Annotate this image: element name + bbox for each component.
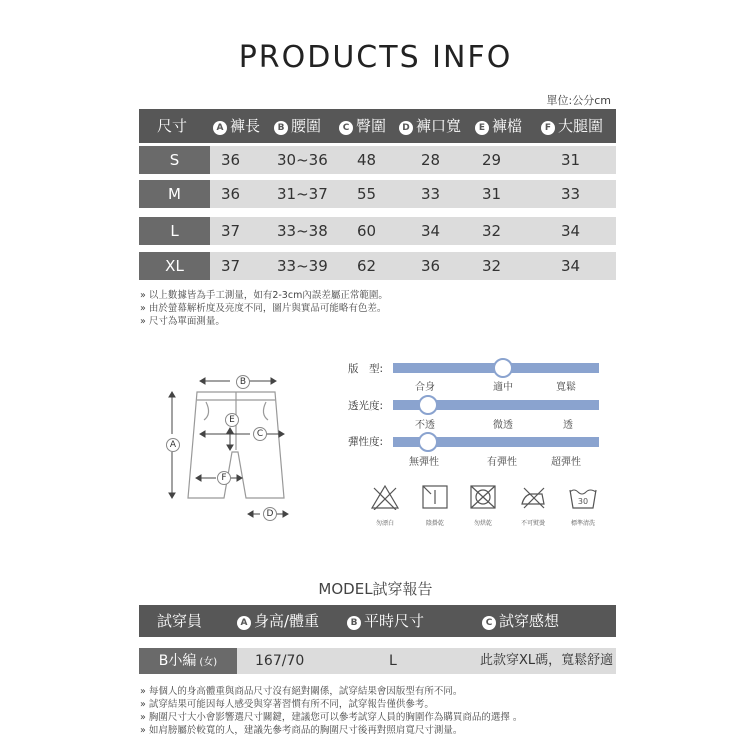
model-name: B小編: [158, 653, 197, 669]
value-cell: 36: [221, 185, 241, 203]
value-cell: 32: [482, 222, 502, 240]
col-a-label: 褲長: [230, 117, 261, 135]
model-row: [139, 648, 616, 674]
model-body-cell: 167/70: [255, 653, 305, 669]
badge-c: C: [482, 616, 496, 630]
value-cell: 60: [357, 222, 377, 240]
size-cell: S: [139, 146, 210, 174]
badge-a: A: [213, 121, 227, 135]
transparency-tick: 不透: [415, 420, 435, 431]
care-label: 勿漂白: [375, 520, 394, 527]
badge-e: E: [475, 121, 489, 135]
no-iron-icon: [518, 484, 548, 510]
diagram-label-c: C: [253, 427, 267, 441]
care-label: 陰掛乾: [425, 520, 444, 527]
feedback-header-label: 試穿感想: [499, 612, 560, 630]
value-cell: 33~38: [277, 222, 328, 240]
value-cell: 33: [561, 185, 581, 203]
table-row: [139, 180, 616, 208]
transparency-scale-label: 透光度:: [348, 400, 384, 412]
fit-scale-label: 版 型:: [348, 363, 384, 375]
table-row: [139, 217, 616, 245]
diagram-label-d: D: [263, 507, 277, 521]
feedback-header: [482, 605, 559, 637]
col-b-label: 腰圍: [291, 117, 322, 135]
model-report-title: MODEL試穿報告: [318, 580, 433, 598]
badge-a: A: [237, 616, 251, 630]
page-title: PRODUCTS INFO: [238, 40, 513, 75]
size-corner-label: 尺寸: [157, 117, 188, 135]
value-cell: 36: [221, 151, 241, 169]
badge-b: B: [274, 121, 288, 135]
model-gender: (女): [199, 657, 218, 668]
model-note-line: » 如肩膀屬於較寬的人，建議先參考商品的胸圍尺寸後再對照肩寬尺寸測量。: [140, 725, 463, 736]
fit-scale-knob: [493, 358, 513, 378]
table-row: [139, 146, 616, 174]
note-line: » 以上數據皆為手工測量，如有2-3cm內誤差屬正常範圍。: [140, 290, 388, 301]
body-header: [237, 605, 319, 637]
model-name-cell: [139, 648, 237, 674]
care-label: 勿烘乾: [473, 520, 492, 527]
value-cell: 34: [421, 222, 441, 240]
value-cell: 31: [482, 185, 502, 203]
value-cell: 32: [482, 257, 502, 275]
elasticity-tick: 無彈性: [409, 457, 439, 468]
table-row: [139, 252, 616, 280]
value-cell: 29: [482, 151, 502, 169]
usual-size-header: [347, 605, 424, 637]
care-label: 不可熨燙: [520, 520, 545, 527]
value-cell: 33~39: [277, 257, 328, 275]
model-table-header: [139, 605, 616, 637]
value-cell: 36: [421, 257, 441, 275]
value-cell: 30~36: [277, 151, 328, 169]
badge-f: F: [541, 121, 555, 135]
col-header-a: [213, 109, 260, 143]
elasticity-scale-knob: [418, 432, 438, 452]
model-note-line: » 每個人的身高體重與商品尺寸沒有絕對關係，試穿結果會因版型有所不同。: [140, 686, 463, 697]
fit-tick: 寬鬆: [556, 382, 576, 393]
care-label: 標準清洗: [570, 520, 595, 527]
badge-b: B: [347, 616, 361, 630]
model-feedback-cell: 此款穿XL碼，寬鬆舒適: [480, 653, 614, 668]
value-cell: 33: [421, 185, 441, 203]
line-dry-icon: [420, 484, 450, 510]
model-usual-size-cell: L: [389, 653, 397, 669]
col-header-e: [475, 109, 522, 143]
fit-tick: 適中: [493, 382, 513, 393]
col-header-f: [541, 109, 603, 143]
model-note-line: » 胸圍尺寸大小會影響選尺寸關鍵，建議您可以參考試穿人員的胸圍作為購買商品的選擇 。: [140, 712, 523, 723]
transparency-scale-knob: [418, 395, 438, 415]
value-cell: 34: [561, 257, 581, 275]
note-line: » 尺寸為單面測量。: [140, 316, 225, 327]
badge-c: C: [339, 121, 353, 135]
value-cell: 62: [357, 257, 377, 275]
col-d-label: 褲口寬: [416, 117, 462, 135]
col-header-d: [399, 109, 461, 143]
wash-30-icon: [568, 484, 598, 510]
value-cell: 37: [221, 257, 241, 275]
diagram-label-e: E: [225, 413, 239, 427]
diagram-label-f: F: [217, 471, 231, 485]
value-cell: 31: [561, 151, 581, 169]
no-tumble-dry-icon: [468, 484, 498, 510]
size-cell: M: [139, 180, 210, 208]
transparency-tick: 透: [563, 420, 573, 431]
value-cell: 34: [561, 222, 581, 240]
value-cell: 55: [357, 185, 377, 203]
col-header-c: [339, 109, 386, 143]
unit-label: 單位:公分cm: [546, 94, 611, 107]
col-f-label: 大腿圍: [558, 117, 604, 135]
diagram-label-b: B: [236, 375, 250, 389]
elasticity-tick: 超彈性: [551, 457, 581, 468]
fit-tick: 合身: [415, 382, 435, 393]
transparency-tick: 微透: [493, 420, 513, 431]
value-cell: 48: [357, 151, 377, 169]
model-note-line: » 試穿結果可能因每人感受與穿著習慣有所不同，試穿報告僅供參考。: [140, 699, 434, 710]
value-cell: 31~37: [277, 185, 328, 203]
shorts-diagram: [160, 370, 300, 522]
size-cell: XL: [139, 252, 210, 280]
size-table-header: [139, 109, 616, 143]
value-cell: 28: [421, 151, 441, 169]
col-header-b: [274, 109, 321, 143]
col-e-label: 褲檔: [492, 117, 523, 135]
diagram-label-a: A: [166, 438, 180, 452]
elasticity-scale-label: 彈性度:: [348, 436, 384, 448]
col-c-label: 臀圍: [356, 117, 387, 135]
wash-temp: 30: [577, 497, 589, 506]
no-bleach-icon: [370, 484, 400, 510]
tester-header: 試穿員: [157, 612, 203, 630]
value-cell: 37: [221, 222, 241, 240]
note-line: » 由於螢幕解析度及亮度不同，圖片與實品可能略有色差。: [140, 303, 387, 314]
usual-size-header-label: 平時尺寸: [364, 612, 425, 630]
body-header-label: 身高/體重: [254, 612, 320, 630]
elasticity-tick: 有彈性: [487, 457, 517, 468]
badge-d: D: [399, 121, 413, 135]
size-cell: L: [139, 217, 210, 245]
